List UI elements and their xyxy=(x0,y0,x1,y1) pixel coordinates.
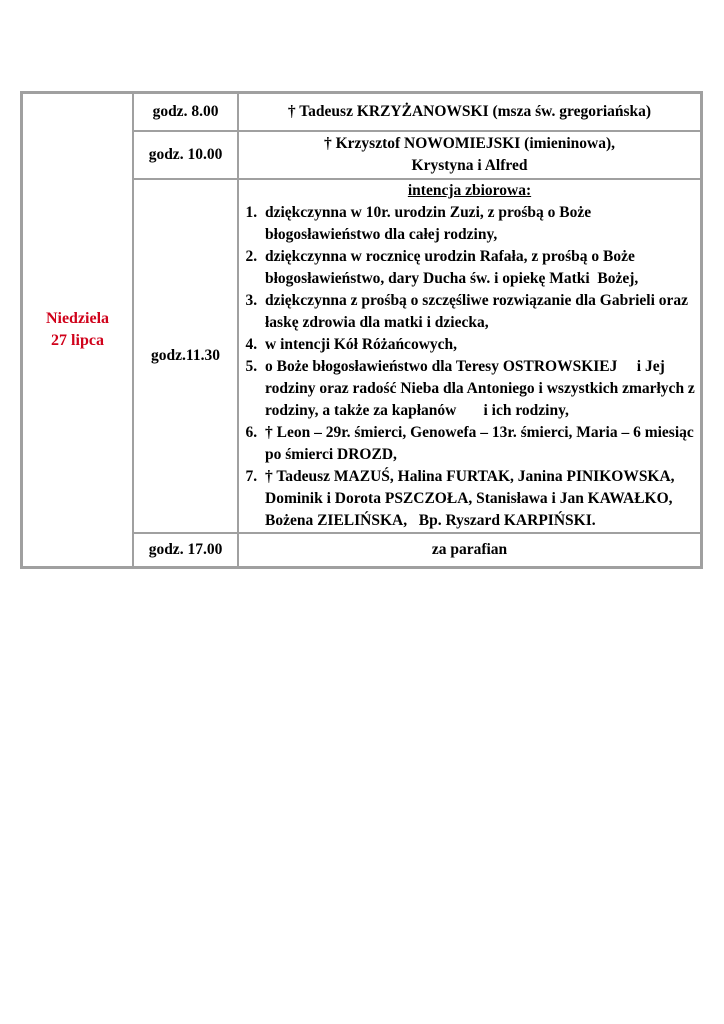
list-item: 1. dziękczynna w 10r. urodzin Zuzi, z prośbą o Boże błogosławieństwo dla całej rodziny, xyxy=(261,202,700,246)
mass-time: godz. 17.00 xyxy=(133,533,238,567)
collective-intention xyxy=(238,179,701,533)
list-item: 3. dziękczynna z prośbą o szczęśliwe rozwiązanie dla Gabrieli oraz łaskę zdrowia dla matki i dziecka, xyxy=(261,290,700,334)
day-name: Niedziela xyxy=(45,310,110,327)
list-item: 6. † Leon – 29r. śmierci, Genowefa – 13r. śmierci, Maria – 6 miesiąc po śmierci DROZD, xyxy=(261,422,700,466)
mass-time: godz. 10.00 xyxy=(133,131,238,179)
list-item: 5. o Boże błogosławieństwo dla Teresy OSTROWSKIEJ i Jej rodziny oraz radość Nieba dla Antoniego i wszystkich zmarłych z rodziny, a także za kapłanów i ich rodziny, xyxy=(261,356,700,422)
collective-intention-title: intencja zbiorowa xyxy=(407,182,526,199)
mass-intention xyxy=(238,533,701,567)
collective-intention-header xyxy=(239,180,700,202)
collective-intention-colon: : xyxy=(525,182,532,199)
list-item: 7. † Tadeusz MAZUŚ, Halina FURTAK, Janina PINIKOWSKA, Dominik i Dorota PSZCZOŁA, Stanisława i Jan KAWAŁKO, Bożena ZIELIŃSKA, Bp. Ryszard KARPIŃSKI. xyxy=(261,466,700,532)
intention-line: † Tadeusz KRZYŻANOWSKI (msza św. gregoriańska) xyxy=(287,103,652,120)
list-item: 4. w intencji Kół Różańcowych, xyxy=(261,334,700,356)
mass-time: godz.11.30 xyxy=(133,179,238,533)
intention-list xyxy=(239,202,700,532)
mass-row-8 xyxy=(22,93,701,131)
intention-line: Krystyna i Alfred xyxy=(411,157,528,174)
mass-intentions-table xyxy=(20,91,703,569)
intention-line: za parafian xyxy=(431,541,508,558)
day-cell xyxy=(22,93,133,567)
mass-intention xyxy=(238,131,701,179)
list-item: 2. dziękczynna w rocznicę urodzin Rafała, z prośbą o Boże błogosławieństwo, dary Ducha św. i opiekę Matki Bożej, xyxy=(261,246,700,290)
mass-time: godz. 8.00 xyxy=(133,93,238,131)
day-date: 27 lipca xyxy=(51,332,104,349)
intention-line: † Krzysztof NOWOMIEJSKI (imieninowa), xyxy=(323,135,616,152)
mass-intention xyxy=(238,93,701,131)
